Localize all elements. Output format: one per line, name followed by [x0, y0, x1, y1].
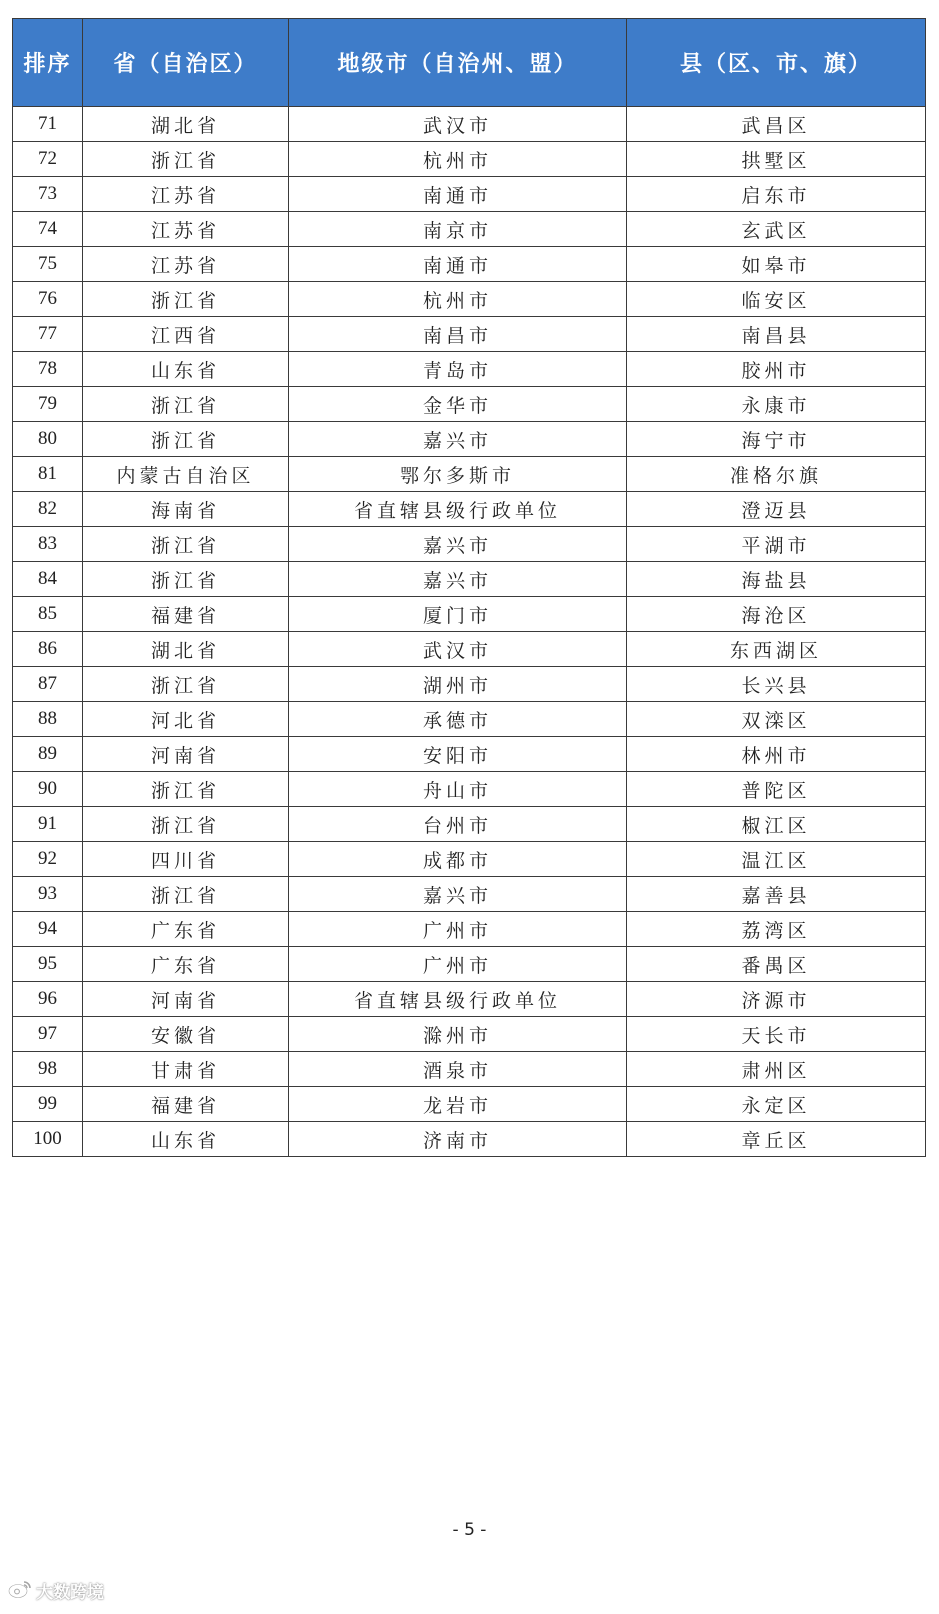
table-row [13, 387, 926, 422]
province-cell: 河南省 [83, 982, 289, 1017]
province-cell: 江苏省 [83, 177, 289, 212]
city-cell: 南通市 [289, 177, 627, 212]
province-cell: 山东省 [83, 1122, 289, 1157]
city-cell: 承德市 [289, 702, 627, 737]
city-cell: 嘉兴市 [289, 877, 627, 912]
rank-cell: 90 [13, 772, 83, 807]
county-cell: 如皋市 [627, 247, 926, 282]
header-county: 县（区、市、旗） [627, 19, 926, 107]
province-cell: 湖北省 [83, 107, 289, 142]
rank-cell: 72 [13, 142, 83, 177]
county-cell: 启东市 [627, 177, 926, 212]
province-cell: 浙江省 [83, 772, 289, 807]
city-cell: 省直辖县级行政单位 [289, 982, 627, 1017]
rank-cell: 79 [13, 387, 83, 422]
rank-cell: 85 [13, 597, 83, 632]
county-cell: 嘉善县 [627, 877, 926, 912]
city-cell: 广州市 [289, 947, 627, 982]
province-cell: 江苏省 [83, 247, 289, 282]
province-cell: 浙江省 [83, 142, 289, 177]
table-row [13, 842, 926, 877]
table-row [13, 352, 926, 387]
county-cell: 温江区 [627, 842, 926, 877]
province-cell: 四川省 [83, 842, 289, 877]
ranking-table [12, 18, 926, 1157]
province-cell: 广东省 [83, 947, 289, 982]
rank-cell: 78 [13, 352, 83, 387]
province-cell: 福建省 [83, 1087, 289, 1122]
table-row [13, 1052, 926, 1087]
rank-cell: 100 [13, 1122, 83, 1157]
rank-cell: 94 [13, 912, 83, 947]
city-cell: 厦门市 [289, 597, 627, 632]
county-cell: 普陀区 [627, 772, 926, 807]
county-cell: 胶州市 [627, 352, 926, 387]
city-cell: 台州市 [289, 807, 627, 842]
county-cell: 肃州区 [627, 1052, 926, 1087]
county-cell: 章丘区 [627, 1122, 926, 1157]
province-cell: 湖北省 [83, 632, 289, 667]
header-rank: 排序 [13, 19, 83, 107]
page-number: - 5 - [452, 1520, 487, 1540]
table-row [13, 877, 926, 912]
county-cell: 南昌县 [627, 317, 926, 352]
rank-cell: 80 [13, 422, 83, 457]
table-row [13, 317, 926, 352]
watermark-text: 大数跨境 [36, 1583, 104, 1603]
table-row [13, 212, 926, 247]
city-cell: 滁州市 [289, 1017, 627, 1052]
table-body [13, 107, 926, 1157]
watermark [8, 1578, 104, 1603]
rank-cell: 73 [13, 177, 83, 212]
county-cell: 玄武区 [627, 212, 926, 247]
table-row [13, 107, 926, 142]
county-cell: 海沧区 [627, 597, 926, 632]
table-header [13, 19, 926, 107]
province-cell: 浙江省 [83, 282, 289, 317]
county-cell: 准格尔旗 [627, 457, 926, 492]
province-cell: 安徽省 [83, 1017, 289, 1052]
table-row [13, 1017, 926, 1052]
province-cell: 山东省 [83, 352, 289, 387]
table-row [13, 982, 926, 1017]
rank-cell: 92 [13, 842, 83, 877]
city-cell: 南昌市 [289, 317, 627, 352]
rank-cell: 91 [13, 807, 83, 842]
table-row [13, 947, 926, 982]
county-cell: 武昌区 [627, 107, 926, 142]
city-cell: 青岛市 [289, 352, 627, 387]
table-row [13, 422, 926, 457]
rank-cell: 83 [13, 527, 83, 562]
province-cell: 浙江省 [83, 527, 289, 562]
table-row [13, 772, 926, 807]
county-cell: 双滦区 [627, 702, 926, 737]
table-row [13, 737, 926, 772]
rank-cell: 71 [13, 107, 83, 142]
province-cell: 内蒙古自治区 [83, 457, 289, 492]
table-row [13, 177, 926, 212]
province-cell: 甘肃省 [83, 1052, 289, 1087]
table-row [13, 142, 926, 177]
table-row [13, 527, 926, 562]
rank-cell: 97 [13, 1017, 83, 1052]
county-cell: 东西湖区 [627, 632, 926, 667]
province-cell: 河北省 [83, 702, 289, 737]
province-cell: 浙江省 [83, 877, 289, 912]
table-row [13, 807, 926, 842]
rank-cell: 77 [13, 317, 83, 352]
city-cell: 湖州市 [289, 667, 627, 702]
rank-cell: 99 [13, 1087, 83, 1122]
city-cell: 成都市 [289, 842, 627, 877]
table-row [13, 247, 926, 282]
rank-cell: 76 [13, 282, 83, 317]
rank-cell: 93 [13, 877, 83, 912]
county-cell: 永定区 [627, 1087, 926, 1122]
province-cell: 江西省 [83, 317, 289, 352]
city-cell: 舟山市 [289, 772, 627, 807]
city-cell: 武汉市 [289, 107, 627, 142]
rank-cell: 75 [13, 247, 83, 282]
province-cell: 浙江省 [83, 387, 289, 422]
city-cell: 嘉兴市 [289, 562, 627, 597]
table-row [13, 632, 926, 667]
rank-cell: 95 [13, 947, 83, 982]
table-row [13, 912, 926, 947]
province-cell: 广东省 [83, 912, 289, 947]
province-cell: 浙江省 [83, 422, 289, 457]
header-row [13, 19, 926, 107]
county-cell: 林州市 [627, 737, 926, 772]
county-cell: 拱墅区 [627, 142, 926, 177]
county-cell: 海宁市 [627, 422, 926, 457]
header-city: 地级市（自治州、盟） [289, 19, 627, 107]
table-row [13, 597, 926, 632]
table-row [13, 702, 926, 737]
rank-cell: 88 [13, 702, 83, 737]
city-cell: 杭州市 [289, 282, 627, 317]
city-cell: 嘉兴市 [289, 527, 627, 562]
city-cell: 安阳市 [289, 737, 627, 772]
county-cell: 天长市 [627, 1017, 926, 1052]
province-cell: 浙江省 [83, 562, 289, 597]
table-row [13, 1087, 926, 1122]
rank-cell: 82 [13, 492, 83, 527]
city-cell: 杭州市 [289, 142, 627, 177]
county-cell: 长兴县 [627, 667, 926, 702]
header-province: 省（自治区） [83, 19, 289, 107]
table-row [13, 457, 926, 492]
city-cell: 龙岩市 [289, 1087, 627, 1122]
city-cell: 济南市 [289, 1122, 627, 1157]
city-cell: 南京市 [289, 212, 627, 247]
rank-cell: 86 [13, 632, 83, 667]
weibo-logo-icon [8, 1579, 32, 1603]
city-cell: 鄂尔多斯市 [289, 457, 627, 492]
city-cell: 金华市 [289, 387, 627, 422]
province-cell: 河南省 [83, 737, 289, 772]
county-cell: 济源市 [627, 982, 926, 1017]
county-cell: 临安区 [627, 282, 926, 317]
province-cell: 浙江省 [83, 667, 289, 702]
rank-cell: 96 [13, 982, 83, 1017]
city-cell: 武汉市 [289, 632, 627, 667]
table-row [13, 562, 926, 597]
table-row [13, 282, 926, 317]
city-cell: 广州市 [289, 912, 627, 947]
rank-cell: 74 [13, 212, 83, 247]
county-cell: 椒江区 [627, 807, 926, 842]
province-cell: 海南省 [83, 492, 289, 527]
county-cell: 平湖市 [627, 527, 926, 562]
province-cell: 福建省 [83, 597, 289, 632]
county-cell: 番禺区 [627, 947, 926, 982]
county-cell: 荔湾区 [627, 912, 926, 947]
city-cell: 酒泉市 [289, 1052, 627, 1087]
rank-cell: 89 [13, 737, 83, 772]
rank-cell: 84 [13, 562, 83, 597]
table-row [13, 1122, 926, 1157]
rank-cell: 98 [13, 1052, 83, 1087]
province-cell: 江苏省 [83, 212, 289, 247]
county-cell: 海盐县 [627, 562, 926, 597]
province-cell: 浙江省 [83, 807, 289, 842]
rank-cell: 81 [13, 457, 83, 492]
city-cell: 南通市 [289, 247, 627, 282]
county-cell: 澄迈县 [627, 492, 926, 527]
rank-cell: 87 [13, 667, 83, 702]
table-row [13, 492, 926, 527]
table-row [13, 667, 926, 702]
city-cell: 嘉兴市 [289, 422, 627, 457]
county-cell: 永康市 [627, 387, 926, 422]
city-cell: 省直辖县级行政单位 [289, 492, 627, 527]
